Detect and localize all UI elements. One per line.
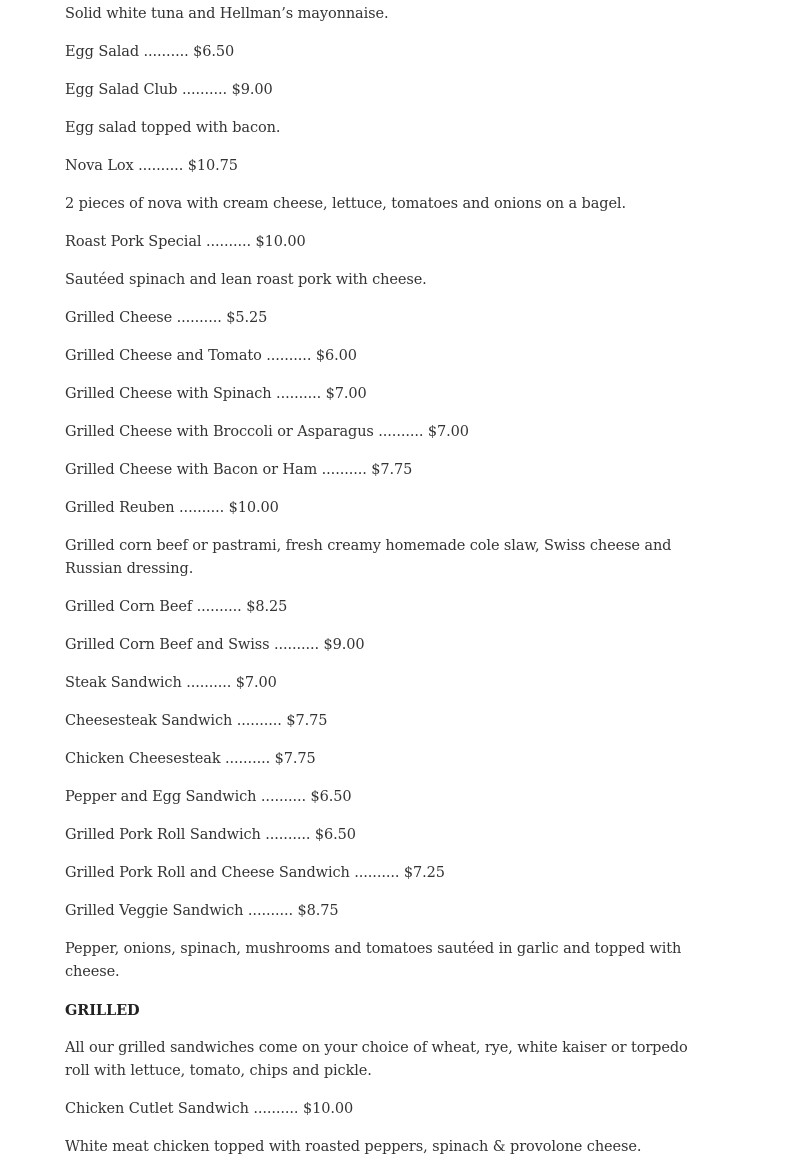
menu-item: Egg Salad Club .......... $9.00 [65,82,273,98]
item-description: Solid white tuna and Hellman’s mayonnaise. [65,6,389,22]
menu-item: Cheesesteak Sandwich .......... $7.75 [65,713,328,729]
menu-item: Grilled Reuben .......... $10.00 [65,500,279,516]
menu-item: Grilled Cheese .......... $5.25 [65,310,268,326]
menu-item: Nova Lox .......... $10.75 [65,158,238,174]
menu-item: Grilled Cheese and Tomato .......... $6.00 [65,348,357,364]
item-description: White meat chicken topped with roasted peppers, spinach & provolone cheese. [65,1139,642,1155]
item-description: Egg salad topped with bacon. [65,120,281,136]
menu-item: Pepper and Egg Sandwich .......... $6.50 [65,789,352,805]
item-description: Sautéed spinach and lean roast pork with cheese. [65,272,427,288]
item-description: 2 pieces of nova with cream cheese, lettuce, tomatoes and onions on a bagel. [65,196,626,212]
menu-item: Grilled Veggie Sandwich .......... $8.75 [65,903,339,919]
menu-item: Grilled Cheese with Bacon or Ham .......... $7.75 [65,462,413,478]
section-heading: GRILLED [65,1002,140,1019]
menu-item: Grilled Cheese with Spinach .......... $7.00 [65,386,367,402]
menu-item: Grilled Pork Roll and Cheese Sandwich .......... $7.25 [65,865,445,881]
section-description: All our grilled sandwiches come on your choice of wheat, rye, white kaiser or torpedo roll with lettuce, tomato, chips and pickle. [65,1040,688,1079]
item-description: Pepper, onions, spinach, mushrooms and tomatoes sautéed in garlic and topped with cheese. [65,941,682,980]
menu-item: Chicken Cutlet Sandwich .......... $10.00 [65,1101,354,1117]
menu-content [65,3,705,1174]
menu-item: Chicken Cheesesteak .......... $7.75 [65,751,316,767]
menu-item: Grilled Cheese with Broccoli or Asparagus .......... $7.00 [65,424,469,440]
menu-item: Egg Salad .......... $6.50 [65,44,235,60]
menu-item: Roast Pork Special .......... $10.00 [65,234,306,250]
menu-item: Grilled Corn Beef .......... $8.25 [65,599,288,615]
item-description: Grilled corn beef or pastrami, fresh creamy homemade cole slaw, Swiss cheese and Russian dressing. [65,538,672,577]
menu-item: Steak Sandwich .......... $7.00 [65,675,277,691]
menu-item: Grilled Pork Roll Sandwich .......... $6.50 [65,827,356,843]
menu-item: Grilled Corn Beef and Swiss .......... $9.00 [65,637,365,653]
